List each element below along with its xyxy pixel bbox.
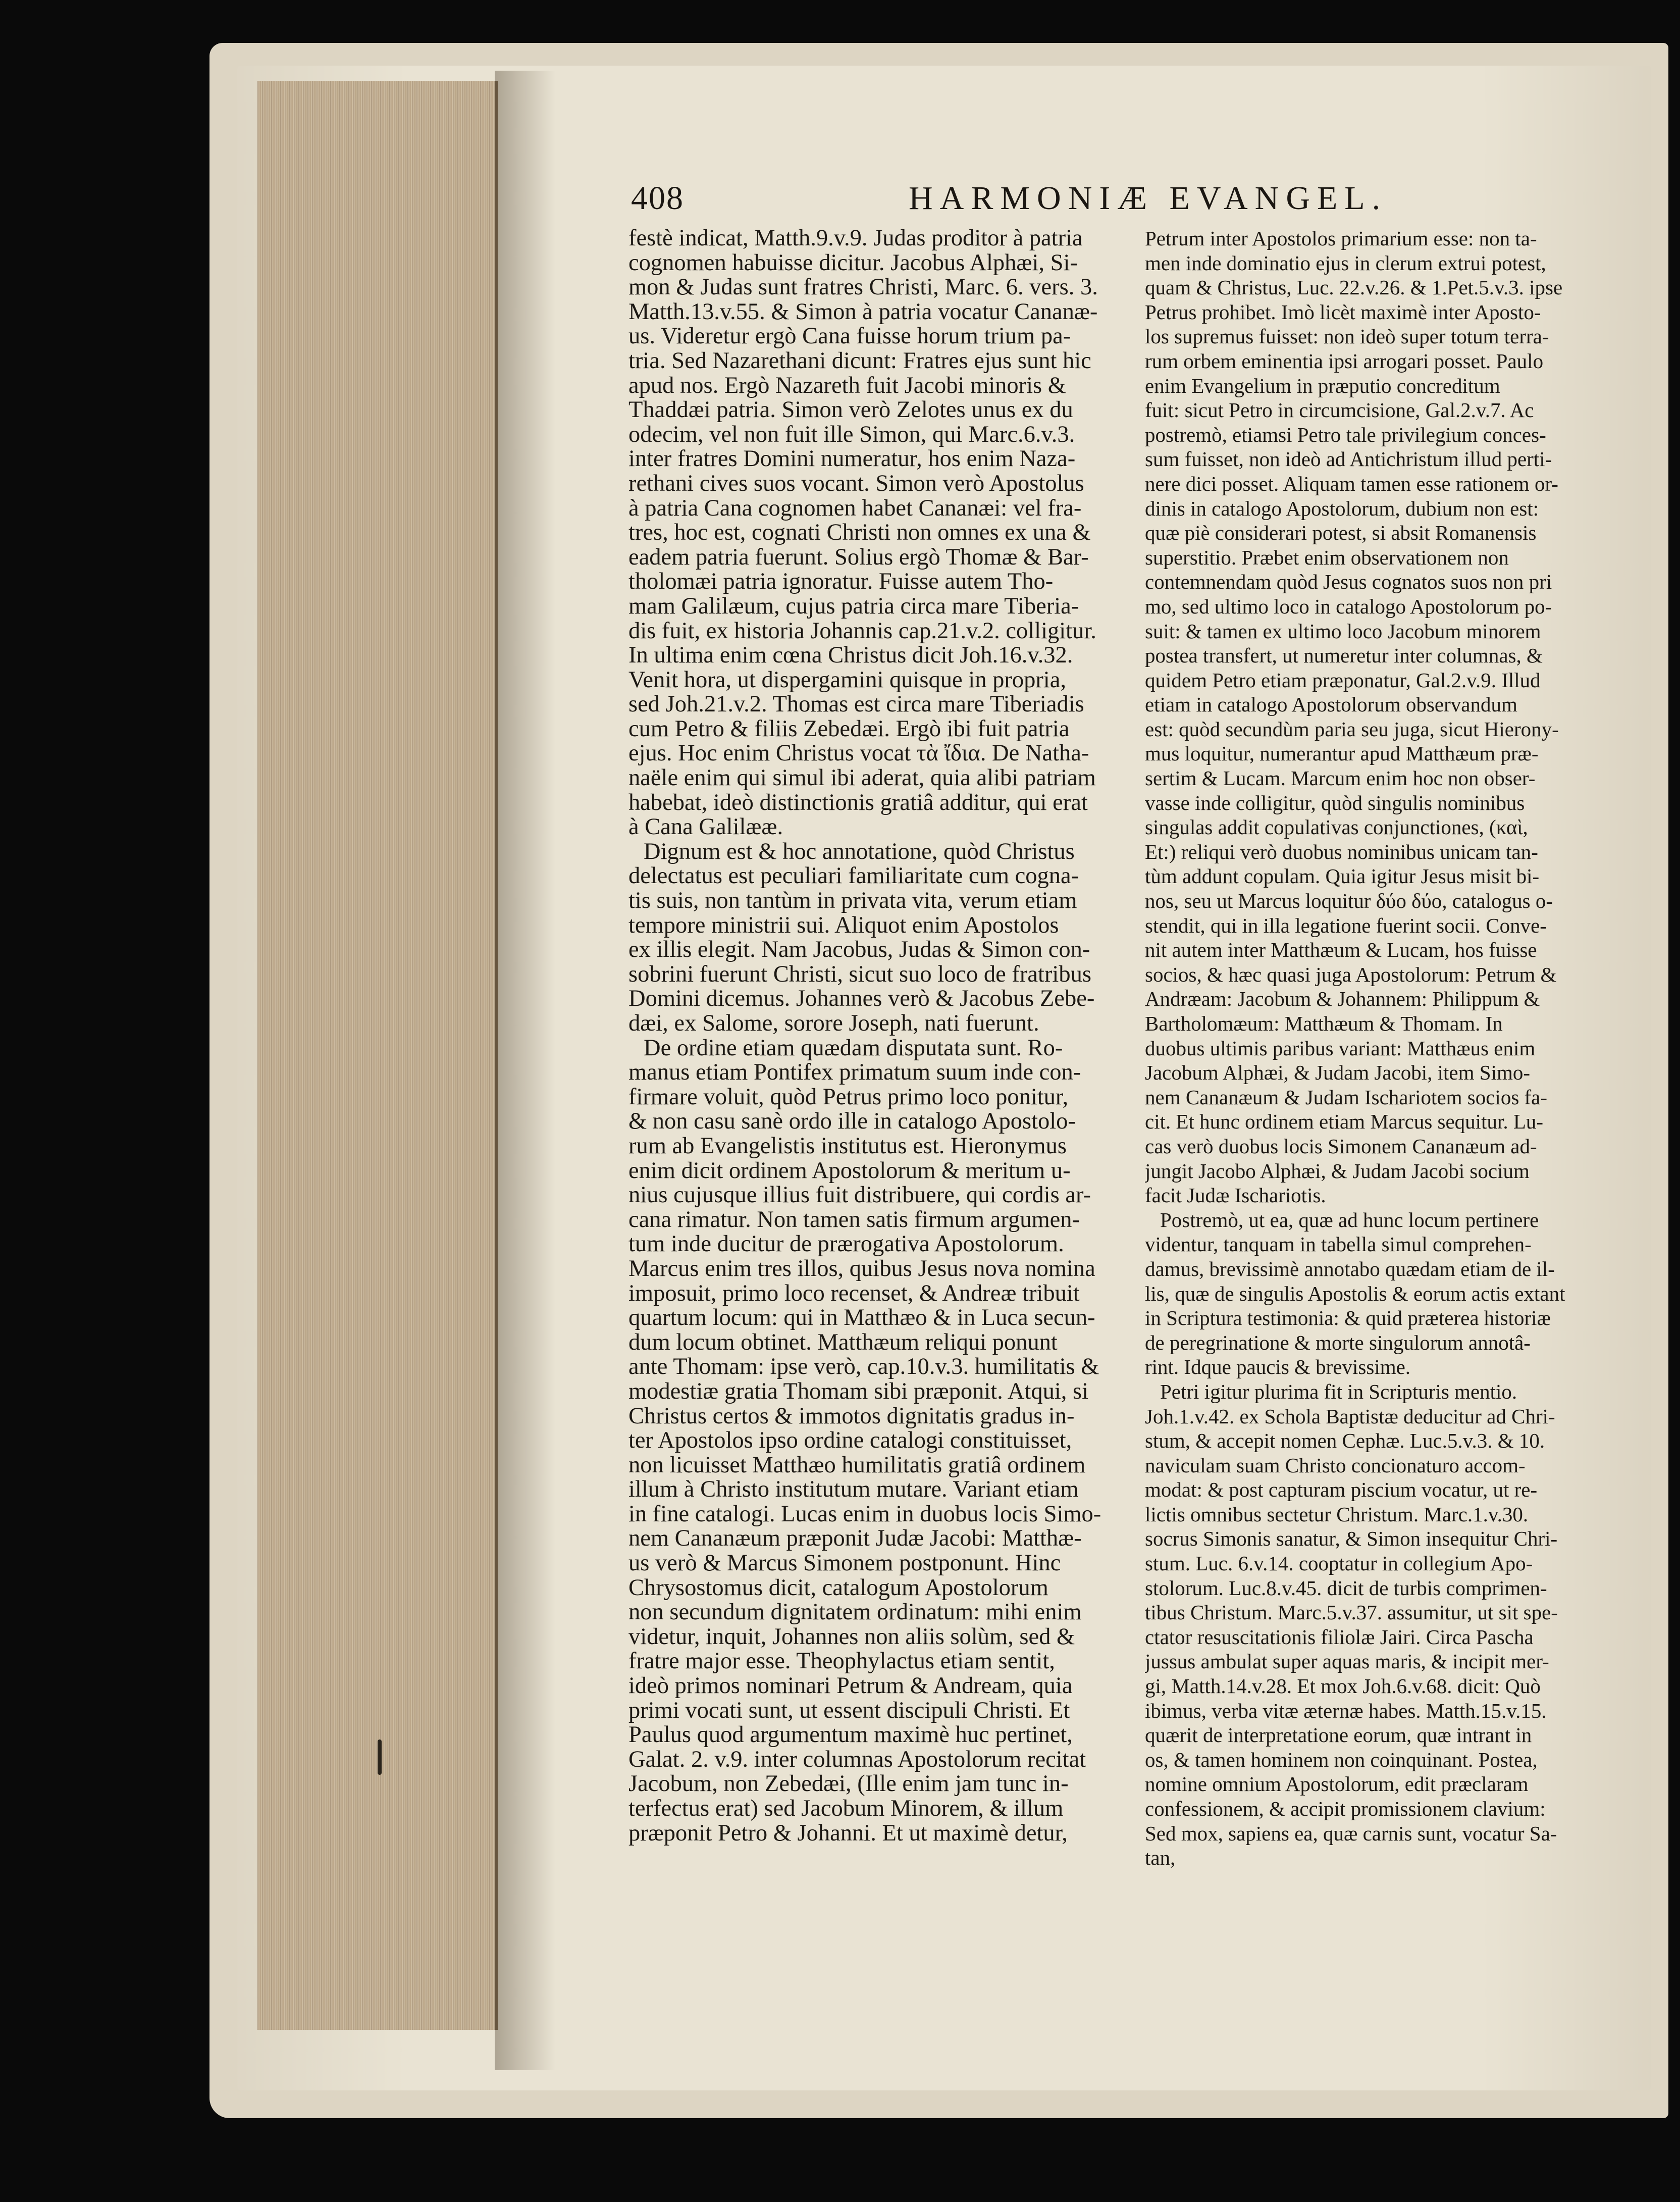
- text-line: cana rimatur. Non tamen satis firmum argumen-: [628, 1207, 1080, 1233]
- text-line: lis, quæ de singulis Apostolis & eorum actis extant: [1145, 1282, 1565, 1305]
- text-line: cum Petro & filiis Zebedæi. Ergò ibi fuit patria: [628, 716, 1070, 742]
- text-line: tum inde ducitur de prærogativa Apostolorum.: [628, 1232, 1064, 1257]
- text-line: ejus. Hoc enim Christus vocat τὰ ἴδια. De Natha-: [628, 741, 1089, 766]
- text-line: tria. Sed Nazarethani dicunt: Fratres ejus sunt hic: [628, 348, 1091, 374]
- text-line: Jacobum, non Zebedæi, (Ille enim jam tunc in-: [628, 1772, 1069, 1797]
- text-line: quæ piè considerari potest, si absit Romanensis: [1145, 521, 1537, 545]
- text-line: non licuisset Matthæo humilitatis gratiâ ordinem: [628, 1453, 1086, 1478]
- text-line: socrus Simonis sanatur, & Simon insequitur Chri-: [1145, 1527, 1558, 1551]
- text-line: tis suis, non tantùm in privata vita, verum etiam: [628, 889, 1077, 913]
- text-line: primi vocati sunt, ut essent discipuli Christi. Et: [628, 1698, 1070, 1723]
- text-line: Bartholomæum: Matthæum & Thomam. In: [1145, 1012, 1503, 1035]
- text-line: mon & Judas sunt fratres Christi, Marc. 6. vers. 3.: [628, 275, 1098, 300]
- text-line: jungit Jacobo Alphæi, & Judam Jacobi socium: [1145, 1159, 1530, 1183]
- text-line: men inde dominatio ejus in clerum extrui potest,: [1145, 251, 1546, 275]
- text-line: enim Evangelium in præputio concreditum: [1145, 374, 1500, 397]
- text-line: ctator resuscitationis filiolæ Jairi. Circa Pascha: [1145, 1625, 1534, 1649]
- text-line: in Scriptura testimonia: & quid præterea historiæ: [1145, 1306, 1551, 1330]
- text-line: manus etiam Pontifex primatum suum inde con-: [628, 1060, 1081, 1085]
- text-line: Petrus prohibet. Imò licèt maximè inter Aposto-: [1145, 300, 1541, 324]
- text-line: nomine omnium Apostolorum, edit præclaram: [1145, 1772, 1529, 1796]
- text-line: ibimus, verba vitæ æternæ habes. Matth.15.v.15.: [1145, 1699, 1547, 1722]
- text-line: à patria Cana cognomen habet Cananæi: vel fra-: [628, 496, 1082, 521]
- text-line: Et:) reliqui verò duobus nominibus unicam tan-: [1145, 840, 1538, 863]
- text-line: Venit hora, ut dispergamini quisque in propria,: [628, 668, 1066, 693]
- text-line: apud nos. Ergò Nazareth fuit Jacobi minoris &: [628, 373, 1066, 398]
- text-line: damus, brevissimè annotabo quædam etiam de il-: [1145, 1257, 1555, 1281]
- text-line: us verò & Marcus Simonem postponunt. Hinc: [628, 1551, 1061, 1576]
- text-line: ante Thomam: ipse verò, cap.10.v.3. humilitatis &: [628, 1355, 1099, 1379]
- text-line: ex illis elegit. Nam Jacobus, Judas & Simon con-: [628, 938, 1090, 962]
- text-line: sum fuisset, non ideò ad Antichristum illud perti-: [1145, 447, 1552, 471]
- text-line: tholomæi patria ignoratur. Fuisse autem Tho-: [628, 570, 1054, 594]
- text-line: fuit: sicut Petro in circumcisione, Gal.2.v.7. Ac: [1145, 398, 1534, 422]
- text-line: tres, hoc est, cognati Christi non omnes ex una &: [628, 521, 1091, 545]
- text-line: quærit de interpretatione eorum, quæ intrant in: [1145, 1723, 1532, 1747]
- text-line: firmare voluit, quòd Petrus primo loco ponitur,: [628, 1085, 1069, 1110]
- text-line: los supremus fuisset: non ideò super totum terra-: [1145, 325, 1549, 348]
- text-line: contemnendam quòd Jesus cognatos suos non pri: [1145, 570, 1552, 594]
- text-line: Christus certos & immotos dignitatis gradus in-: [628, 1404, 1075, 1429]
- text-line: in fine catalogi. Lucas enim in duobus locis Simo-: [628, 1502, 1101, 1527]
- text-line: mus loquitur, numerantur apud Matthæum præ-: [1145, 742, 1539, 765]
- text-line: rum orbem eminentia ipsi arrogari posset. Paulo: [1145, 349, 1544, 373]
- text-line: eadem patria fuerunt. Solius ergò Thomæ & Bar-: [628, 545, 1089, 570]
- text-line: est: quòd secundùm paria seu juga, sicut Hierony-: [1145, 717, 1559, 741]
- text-line: Petri igitur plurima fit in Scripturis mentio.: [1160, 1379, 1517, 1403]
- right-text-column: [1145, 226, 1604, 1870]
- ink-mark: [378, 1739, 382, 1775]
- text-line: à Cana Galilææ.: [628, 815, 783, 840]
- text-line: præponit Petro & Johanni. Et ut maximè detur,: [628, 1821, 1068, 1846]
- text-line: stendit, qui in illa legatione fuerint socii. Conve-: [1145, 913, 1547, 937]
- text-line: mo, sed ultimo loco in catalogo Apostolorum po-: [1145, 594, 1552, 618]
- text-line: rum ab Evangelistis institutus est. Hieronymus: [628, 1134, 1067, 1159]
- text-line: ideò primos nominari Petrum & Andream, quia: [628, 1674, 1073, 1699]
- text-line: odecim, vel non fuit ille Simon, qui Marc.6.v.3.: [628, 422, 1075, 447]
- text-line: De ordine etiam quædam disputata sunt. Ro-: [644, 1036, 1063, 1061]
- text-line: festè indicat, Matth.9.v.9. Judas proditor à patria: [628, 226, 1083, 251]
- text-line: habebat, ideò distinctionis gratiâ additur, qui erat: [628, 790, 1088, 815]
- text-line: non secundum dignitatem ordinatum: mihi enim: [628, 1600, 1082, 1625]
- text-line: illum à Christo institutum mutare. Variant etiam: [628, 1477, 1079, 1502]
- text-line: etiam in catalogo Apostolorum observandum: [1145, 693, 1517, 716]
- text-line: rint. Idque paucis & brevissime.: [1145, 1355, 1411, 1379]
- text-line: us. Videretur ergò Cana fuisse horum trium pa-: [628, 324, 1071, 349]
- text-line: ter Apostolos ipso ordine catalogi constituisset,: [628, 1428, 1072, 1453]
- text-line: dæi, ex Salome, sorore Joseph, nati fuerunt.: [628, 1011, 1039, 1036]
- text-line: Marcus enim tres illos, quibus Jesus nova nomina: [628, 1256, 1095, 1282]
- text-line: nere dici posset. Aliquam tamen esse rationem or-: [1145, 472, 1558, 495]
- text-line: Sed mox, sapiens ea, quæ carnis sunt, vocatur Sa-: [1145, 1821, 1557, 1845]
- text-line: cit. Et hunc ordinem etiam Marcus sequitur. Lu-: [1145, 1110, 1544, 1134]
- text-line: superstitio. Præbet enim observationem non: [1145, 545, 1509, 569]
- text-line: stum, & accepit nomen Cephæ. Luc.5.v.3. & 10.: [1145, 1429, 1545, 1453]
- text-line: gi, Matth.14.v.28. Et mox Joh.6.v.68. dicit: Quò: [1145, 1674, 1541, 1698]
- text-line: dinis in catalogo Apostolorum, dubium non est:: [1145, 496, 1539, 520]
- text-line: Petrum inter Apostolos primarium esse: non ta-: [1145, 227, 1537, 250]
- text-line: nem Cananæum præponit Judæ Jacobi: Matthæ-: [628, 1526, 1082, 1552]
- text-line: Andræam: Jacobum & Johannem: Philippum &: [1145, 987, 1540, 1011]
- text-line: quam & Christus, Luc. 22.v.26. & 1.Pet.5.v.3. ipse: [1145, 276, 1563, 299]
- text-line: Thaddæi patria. Simon verò Zelotes unus ex du: [628, 398, 1073, 423]
- gutter-shadow: [495, 71, 555, 2070]
- text-line: confessionem, & accipit promissionem clavium:: [1145, 1797, 1546, 1820]
- text-line: tempore ministrii sui. Aliquot enim Apostolos: [628, 913, 1059, 938]
- text-line: quidem Petro etiam præponatur, Gal.2.v.9. Illud: [1145, 668, 1541, 692]
- text-line: mam Galilæum, cujus patria circa mare Tiberia-: [628, 594, 1079, 619]
- text-line: stolorum. Luc.8.v.45. dicit de turbis comprimen-: [1145, 1576, 1547, 1600]
- text-line: quartum locum: qui in Matthæo & in Luca secun-: [628, 1306, 1095, 1330]
- text-line: Domini dicemus. Johannes verò & Jacobus Zebe-: [628, 987, 1095, 1011]
- text-line: nos, seu ut Marcus loquitur δύο δύο, catalogus o-: [1145, 889, 1553, 913]
- text-line: duobus ultimis paribus variant: Matthæus enim: [1145, 1036, 1536, 1060]
- text-line: postea transfert, ut numeretur inter columnas, &: [1145, 644, 1543, 668]
- text-line: tùm addunt copulam. Quia igitur Jesus misit bi-: [1145, 864, 1540, 888]
- text-line: Paulus quod argumentum maximè huc pertinet,: [628, 1723, 1073, 1748]
- text-line: socios, & hæc quasi juga Apostolorum: Petrum &: [1145, 962, 1557, 986]
- text-line: nit autem inter Matthæum & Lucam, hos fuisse: [1145, 938, 1537, 962]
- text-line: modat: & post capturam piscium vocatur, ut re-: [1145, 1478, 1538, 1502]
- text-line: sertim & Lucam. Marcum enim hoc non obser-: [1145, 766, 1536, 790]
- text-line: enim dicit ordinem Apostolorum & meritum u-: [628, 1158, 1071, 1184]
- text-line: nem Cananæum & Judam Ischariotem socios fa-: [1145, 1085, 1548, 1109]
- text-line: sed Joh.21.v.2. Thomas est circa mare Tiberiadis: [628, 692, 1084, 717]
- text-line: tibus Christum. Marc.5.v.37. assumitur, ut sit spe-: [1145, 1601, 1558, 1624]
- text-line: terfectus erat) sed Jacobum Minorem, & illum: [628, 1797, 1064, 1821]
- text-line: In ultima enim cœna Christus dicit Joh.16.v.32.: [628, 643, 1073, 668]
- text-line: tan,: [1145, 1846, 1176, 1870]
- text-line: naviculam suam Christo concionaturo accom-: [1145, 1453, 1526, 1477]
- text-line: Jacobum Alphæi, & Judam Jacobi, item Simo-: [1145, 1061, 1531, 1085]
- text-line: sobrini fuerunt Christi, sicut suo loco de fratribus: [628, 962, 1091, 987]
- text-line: postremò, etiamsi Petro tale privilegium conces-: [1145, 423, 1546, 446]
- text-line: modestiæ gratia Thomam sibi præponit. Atqui, si: [628, 1379, 1089, 1404]
- text-line: & non casu sanè ordo ille in catalogo Apostolo-: [628, 1109, 1076, 1134]
- text-line: inter fratres Domini numeratur, hos enim Naza-: [628, 447, 1076, 472]
- text-line: imposuit, primo loco recenset, & Andreæ tribuit: [628, 1281, 1080, 1306]
- text-line: jussus ambulat super aquas maris, & incipit mer-: [1145, 1650, 1549, 1673]
- text-line: naële enim qui simul ibi aderat, quia alibi patriam: [628, 766, 1096, 791]
- text-line: nius cujusque illius fuit distribuere, qui cordis ar-: [628, 1183, 1091, 1208]
- page-edges: [257, 81, 498, 2030]
- text-line: rethani cives suos vocant. Simon verò Apostolus: [628, 471, 1084, 496]
- left-text-column: [628, 226, 1118, 1846]
- text-line: vasse inde colligitur, quòd singulis nominibus: [1145, 791, 1525, 814]
- text-line: dum locum obtinet. Matthæum reliqui ponunt: [628, 1330, 1058, 1355]
- text-line: suit: & tamen ex ultimo loco Jacobum minorem: [1145, 619, 1541, 643]
- text-line: cognomen habuisse dicitur. Jacobus Alphæi, Si-: [628, 250, 1078, 276]
- text-line: fratre major esse. Theophylactus etiam sentit,: [628, 1649, 1055, 1674]
- text-line: Joh.1.v.42. ex Schola Baptistæ deducitur ad Chri-: [1145, 1404, 1555, 1428]
- text-line: Chrysostomus dicit, catalogum Apostolorum: [628, 1575, 1048, 1601]
- text-line: lictis omnibus sectetur Christum. Marc.1.v.30.: [1145, 1502, 1529, 1526]
- text-line: dis fuit, ex historia Johannis cap.21.v.2. colligitur.: [628, 619, 1096, 644]
- text-line: singulas addit copulativas conjunctiones, (καὶ,: [1145, 815, 1528, 839]
- text-line: de peregrinatione & morte singulorum annotâ-: [1145, 1330, 1531, 1354]
- text-line: videntur, tanquam in tabella simul comprehen-: [1145, 1233, 1532, 1256]
- running-title: HARMONIÆ EVANGEL.: [909, 180, 1388, 217]
- page-number: 408: [631, 180, 684, 217]
- text-line: delectatus est peculiari familiaritate cum cogna-: [628, 864, 1079, 889]
- text-line: stum. Luc. 6.v.14. cooptatur in collegium Apo-: [1145, 1552, 1533, 1575]
- text-line: Postremò, ut ea, quæ ad hunc locum pertinere: [1160, 1208, 1539, 1232]
- text-line: facit Judæ Ischariotis.: [1145, 1184, 1326, 1207]
- text-line: Matth.13.v.55. & Simon à patria vocatur Cananæ-: [628, 299, 1098, 325]
- text-line: Dignum est & hoc annotatione, quòd Christus: [644, 839, 1075, 864]
- text-line: os, & tamen hominem non coinquinant. Postea,: [1145, 1748, 1538, 1771]
- text-line: videtur, inquit, Johannes non aliis solùm, sed &: [628, 1624, 1075, 1650]
- text-line: cas verò duobus locis Simonem Cananæum ad-: [1145, 1134, 1537, 1158]
- text-line: Galat. 2. v.9. inter columnas Apostolorum recitat: [628, 1747, 1086, 1772]
